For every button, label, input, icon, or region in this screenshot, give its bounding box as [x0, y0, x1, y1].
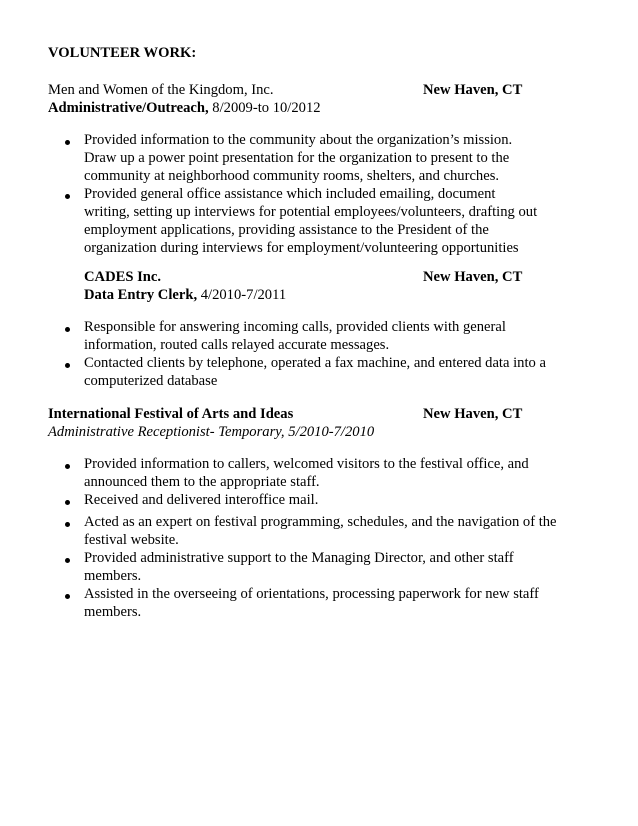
org1-bullet1-line2: Draw up a power point presentation for the organization to present to the	[84, 150, 510, 166]
org3-bullet3-line2: festival website.	[84, 532, 179, 548]
org1-bullet2-line1: Provided general office assistance which included emailing, document	[84, 186, 496, 202]
org3-bullet1-line2: announced them to the appropriate staff.	[84, 474, 320, 490]
org1-bullet2-line2: writing, setting up interviews for potential employees/volunteers, drafting out	[84, 204, 538, 220]
org3-bullet3-line1: Acted as an expert on festival programming, schedules, and the navigation of the	[84, 514, 557, 530]
org2-bullet2-line2: computerized database	[84, 373, 218, 389]
org1-dates: 8/2009-to 10/2012	[208, 100, 321, 116]
bullet-icon	[65, 194, 70, 199]
org2-name: CADES Inc.	[84, 269, 162, 285]
org2-bullet2-line1: Contacted clients by telephone, operated a fax machine, and entered data into a	[84, 355, 546, 371]
org2-role-line	[84, 286, 286, 304]
org2-role: Data Entry Clerk,	[84, 287, 198, 303]
org3-bullet4-line1: Provided administrative support to the Managing Director, and other staff	[84, 550, 514, 566]
bullet-icon	[65, 594, 70, 599]
bullet-icon	[65, 500, 70, 505]
bullet-icon	[65, 327, 70, 332]
section-heading: VOLUNTEER WORK:	[48, 45, 197, 61]
org2-bullet1-line1: Responsible for answering incoming calls, provided clients with general	[84, 319, 506, 335]
org1-role: Administrative/Outreach,	[48, 100, 209, 116]
org1-name: Men and Women of the Kingdom, Inc.	[48, 82, 274, 98]
org1-bullet2-line4: organization during interviews for employment/volunteering opportunities	[84, 240, 519, 256]
org1-role-line	[48, 99, 321, 117]
org3-bullet5-line1: Assisted in the overseeing of orientations, processing paperwork for new staff	[84, 586, 539, 602]
org3-location: New Haven, CT	[423, 406, 523, 422]
bullet-icon	[65, 140, 70, 145]
org3-bullet4-line2: members.	[84, 568, 142, 584]
org3-bullet1-line1: Provided information to callers, welcomed visitors to the festival office, and	[84, 456, 529, 472]
org2-bullet1-line2: information, routed calls relayed accurate messages.	[84, 337, 390, 353]
bullet-icon	[65, 558, 70, 563]
bullet-icon	[65, 522, 70, 527]
org2-dates: 4/2010-7/2011	[197, 287, 287, 303]
org3-name: International Festival of Arts and Ideas	[48, 406, 294, 422]
org3-bullet2-line1: Received and delivered interoffice mail.	[84, 492, 319, 508]
org3-role: Administrative Receptionist- Temporary, 5/2010-7/2010	[48, 424, 375, 440]
bullet-icon	[65, 464, 70, 469]
org1-bullet2-line3: employment applications, providing assistance to the President of the	[84, 222, 489, 238]
bullet-icon	[65, 363, 70, 368]
org1-bullet1-line3: community at neighborhood community rooms, shelters, and churches.	[84, 168, 500, 184]
org3-bullet5-line2: members.	[84, 604, 142, 620]
org2-location: New Haven, CT	[423, 269, 523, 285]
org1-location: New Haven, CT	[423, 82, 523, 98]
org1-bullet1-line1: Provided information to the community about the organization’s mission.	[84, 132, 513, 148]
